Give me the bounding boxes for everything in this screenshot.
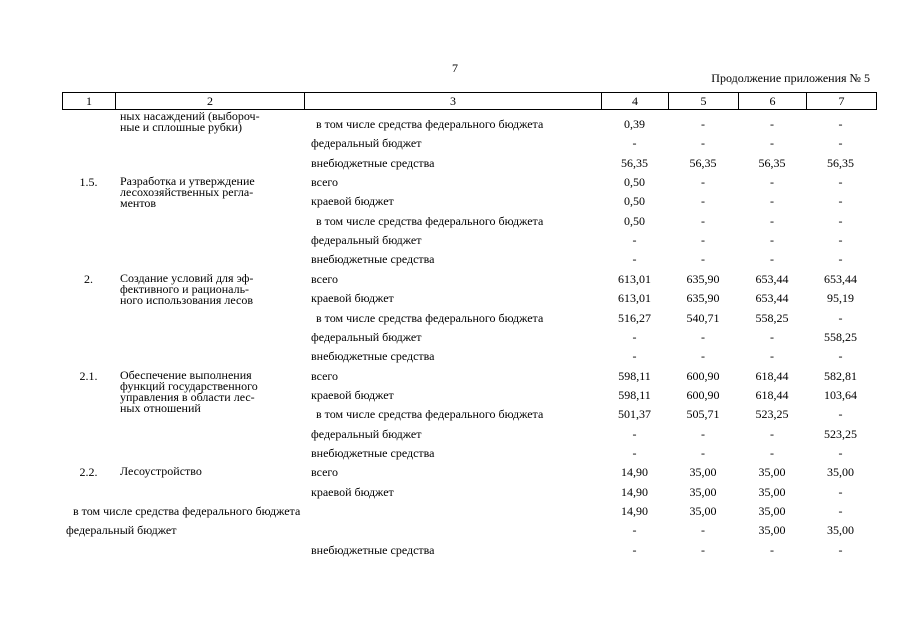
cell-value-col7: 95,19: [827, 291, 854, 305]
row-funding-type: краевой бюджет: [311, 291, 394, 305]
cell-value-col7: -: [838, 504, 843, 518]
cell-value-col5: 35,00: [689, 465, 717, 479]
cell-value-col5: -: [701, 175, 705, 189]
cell-value-col6: -: [770, 446, 774, 460]
cell-value-col7: -: [838, 407, 843, 421]
cell-value-col7: 653,44: [824, 272, 857, 286]
cell-value-col4: 598,11: [618, 388, 651, 402]
cell-value-col5: 635,90: [686, 291, 720, 305]
cell-value-col7: -: [838, 214, 843, 228]
cell-value-col5: 35,00: [689, 485, 717, 499]
cell-value-col4: 0,39: [624, 117, 645, 131]
cell-value-col6: -: [770, 214, 774, 228]
continuation-note: Продолжение приложения № 5: [711, 71, 870, 85]
row-number: 1.5.: [79, 175, 98, 189]
row-funding-type: в том числе средства федерального бюджета: [316, 117, 544, 131]
row-funding-type: внебюджетные средства: [311, 156, 435, 170]
row-funding-type: федеральный бюджет: [311, 427, 422, 441]
cell-value-col4: 613,01: [618, 272, 651, 286]
cell-value-col4: -: [632, 349, 637, 363]
cell-value-col5: -: [701, 446, 705, 460]
row-name: ных насаждений (выбороч- ные и сплошные рубки): [120, 109, 260, 134]
row-funding-type: всего: [311, 175, 339, 189]
row-name: Разработка и утверждение лесохозяйственных регла- ментов: [120, 174, 255, 210]
cell-value-col5: 35,00: [689, 504, 717, 518]
cell-value-col7: -: [838, 485, 843, 499]
cell-value-col7: -: [838, 543, 843, 557]
cell-value-col5: -: [701, 427, 705, 441]
cell-value-col6: 618,44: [755, 369, 789, 383]
row-funding-type: краевой бюджет: [311, 388, 394, 402]
cell-value-col6: -: [770, 136, 774, 150]
column-header: 3: [305, 93, 602, 109]
cell-value-col6: -: [770, 233, 774, 247]
cell-value-col7: -: [838, 233, 843, 247]
cell-value-col6: -: [770, 427, 774, 441]
cell-value-col6: 35,00: [758, 485, 786, 499]
row-funding-type: внебюджетные средства: [311, 252, 435, 266]
row-number: 2.2.: [79, 465, 98, 479]
row-name: Лесоустройство: [120, 464, 202, 478]
cell-value-col4: -: [632, 136, 637, 150]
row-funding-type: краевой бюджет: [311, 485, 394, 499]
cell-value-col4: -: [632, 523, 637, 537]
cell-value-col6: -: [770, 175, 774, 189]
cell-value-col6: 618,44: [755, 388, 789, 402]
cell-value-col6: 35,00: [758, 504, 786, 518]
cell-value-col4: 14,90: [621, 504, 648, 518]
column-header-row: [62, 92, 877, 110]
cell-value-col5: -: [701, 214, 705, 228]
column-header: 4: [602, 93, 669, 109]
row-name: Обеспечение выполнения функций государственного управления в области лес- ных отношений: [120, 368, 258, 415]
cell-value-col7: 103,64: [824, 388, 857, 402]
cell-value-col6: 558,25: [755, 311, 789, 325]
row-funding-type: всего: [311, 272, 339, 286]
cell-value-col5: -: [701, 252, 705, 266]
column-header: 1: [63, 93, 116, 109]
row-name: Создание условий для эф- фективного и рациональ- ного использования лесов: [120, 271, 254, 307]
cell-value-col7: 523,25: [824, 427, 857, 441]
column-header: 2: [116, 93, 305, 109]
row-funding-type: в том числе средства федерального бюджета: [316, 407, 544, 421]
cell-value-col4: 613,01: [618, 291, 651, 305]
cell-value-col4: -: [632, 543, 637, 557]
cell-value-col4: 598,11: [618, 369, 651, 383]
cell-value-col4: 14,90: [621, 485, 648, 499]
cell-value-col5: 505,71: [686, 407, 720, 421]
cell-value-col4: -: [632, 330, 637, 344]
row-funding-type: федеральный бюджет: [311, 233, 422, 247]
cell-value-col5: 540,71: [686, 311, 720, 325]
row-funding-type: внебюджетные средства: [311, 446, 435, 460]
cell-value-col4: -: [632, 427, 637, 441]
cell-value-col6: -: [770, 543, 774, 557]
cell-value-col6: 35,00: [758, 523, 786, 537]
column-header: 5: [669, 93, 739, 109]
row-funding-type: федеральный бюджет: [66, 523, 177, 537]
row-funding-type: в том числе средства федерального бюджета: [73, 504, 301, 518]
cell-value-col7: 35,00: [827, 523, 854, 537]
cell-value-col5: -: [701, 194, 705, 208]
cell-value-col7: -: [838, 252, 843, 266]
cell-value-col6: 35,00: [758, 465, 786, 479]
row-funding-type: краевой бюджет: [311, 194, 394, 208]
cell-value-col7: -: [838, 194, 843, 208]
cell-value-col4: 0,50: [624, 194, 645, 208]
cell-value-col5: -: [701, 349, 705, 363]
row-funding-type: всего: [311, 369, 339, 383]
cell-value-col5: -: [701, 330, 705, 344]
column-header: 7: [838, 94, 845, 108]
cell-value-col4: 516,27: [618, 311, 651, 325]
cell-value-col4: 0,50: [624, 214, 645, 228]
cell-value-col5: -: [701, 117, 705, 131]
row-funding-type: федеральный бюджет: [311, 136, 422, 150]
cell-value-col6: 653,44: [755, 291, 789, 305]
cell-value-col7: 558,25: [824, 330, 857, 344]
cell-value-col7: -: [838, 117, 843, 131]
page-number: 7: [452, 61, 458, 75]
cell-value-col4: -: [632, 233, 637, 247]
cell-value-col7: 56,35: [827, 156, 854, 170]
cell-value-col4: -: [632, 252, 637, 266]
cell-value-col7: -: [838, 175, 843, 189]
cell-value-col5: -: [701, 523, 705, 537]
cell-value-col4: 501,37: [618, 407, 651, 421]
cell-value-col6: 56,35: [758, 156, 786, 170]
cell-value-col6: 523,25: [755, 407, 789, 421]
cell-value-col7: 35,00: [827, 465, 854, 479]
row-funding-type: в том числе средства федерального бюджета: [316, 311, 544, 325]
row-funding-type: внебюджетные средства: [311, 543, 435, 557]
cell-value-col4: 0,50: [624, 175, 645, 189]
cell-value-col7: -: [838, 446, 843, 460]
row-funding-type: всего: [311, 465, 339, 479]
cell-value-col7: -: [838, 311, 843, 325]
row-funding-type: в том числе средства федерального бюджета: [316, 214, 544, 228]
cell-value-col6: -: [770, 349, 774, 363]
row-number: 2.: [84, 272, 93, 286]
cell-value-col5: 600,90: [686, 369, 720, 383]
cell-value-col6: 653,44: [755, 272, 789, 286]
cell-value-col6: -: [770, 117, 774, 131]
cell-value-col5: 600,90: [686, 388, 720, 402]
cell-value-col5: 56,35: [689, 156, 717, 170]
cell-value-col6: -: [770, 194, 774, 208]
cell-value-col5: 635,90: [686, 272, 720, 286]
row-number: 2.1.: [79, 369, 98, 383]
cell-value-col4: -: [632, 446, 637, 460]
cell-value-col6: -: [770, 330, 774, 344]
cell-value-col4: 14,90: [621, 465, 648, 479]
cell-value-col5: -: [701, 136, 705, 150]
cell-value-col5: -: [701, 233, 705, 247]
cell-value-col6: -: [770, 252, 774, 266]
cell-value-col7: -: [838, 349, 843, 363]
cell-value-col5: -: [701, 543, 705, 557]
cell-value-col7: 582,81: [824, 369, 857, 383]
row-funding-type: федеральный бюджет: [311, 330, 422, 344]
column-header: 6: [739, 93, 807, 109]
cell-value-col7: -: [838, 136, 843, 150]
row-funding-type: внебюджетные средства: [311, 349, 435, 363]
cell-value-col4: 56,35: [621, 156, 648, 170]
